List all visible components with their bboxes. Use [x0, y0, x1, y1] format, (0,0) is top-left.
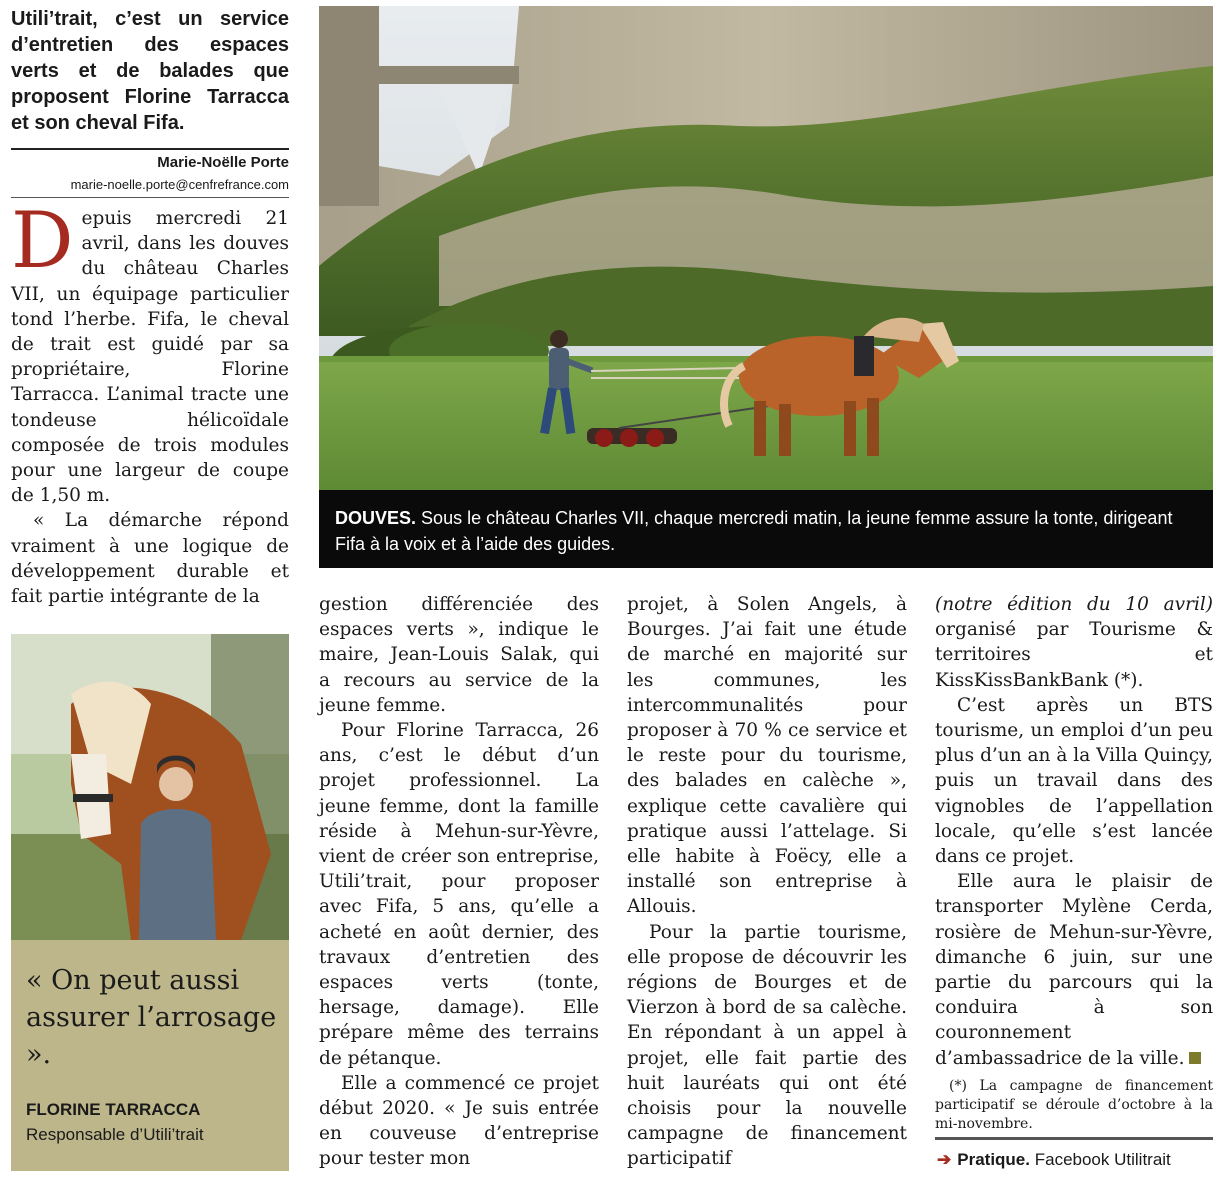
paragraph-text: epuis mercredi 21 avril, dans les douves du château Charles VII, un équipage particulier tond l’herbe. Fifa, le cheval de trait est guidé par sa propriétaire, Florine Tarracca. L’animal tracte une tondeuse hélicoïdale composée de trois modules pour une largeur de coupe de 1,50 m. [11, 208, 289, 507]
paragraph-text: organisé par Tourisme & territoires et KissKissBankBank (*). [935, 619, 1213, 691]
paragraph: Pour Florine Tarracca, 26 ans, c’est le début d’un projet professionnel. La jeune femme, dont la famille réside à Mehun-sur-Yèvre, vient de créer son entreprise, Utili’trait, pour proposer avec Fifa, 5 ans, qu’elle a acheté en août dernier, des travaux d’entretien des espaces verts (tonte, hersage, damage). Elle prépare même des terrains de pétanque. [319, 720, 599, 1069]
pratique-rule [935, 1137, 1213, 1140]
paragraph: Elle a commencé ce projet début 2020. « Je suis entrée en couveuse d’entreprise pour tester mon [319, 1072, 599, 1170]
pratique-label: Pratique. [957, 1150, 1030, 1169]
pratique-text[interactable]: Facebook Utilitrait [1034, 1150, 1171, 1169]
quote-author-role: Responsable d’Utili’trait [26, 1125, 204, 1144]
paragraph [935, 592, 1213, 693]
pull-quote: « On peut aussi assurer l’arrosage ». [26, 965, 277, 1070]
paragraph [11, 196, 289, 508]
byline-rule [11, 148, 289, 150]
paragraph [935, 869, 1213, 1071]
edition-reference: (notre édition du 10 avril) [935, 594, 1213, 615]
caption-label: DOUVES. [335, 508, 417, 528]
paragraph-text: Elle aura le plaisir de transporter Mylène Cerda, rosière de Mehun-sur-Yèvre, dimanche 6 juin, sur une partie du parcours qui la conduira à son couronnement d’ambassadrice de la ville. [935, 871, 1213, 1069]
quote-author-name: FLORINE TARRACCA [26, 1100, 201, 1119]
portrait-photo-woman-horse [11, 634, 289, 940]
main-photo-horse-mowing [319, 6, 1213, 490]
paragraph: gestion différenciée des espaces verts », indique le maire, Jean-Louis Salak, qui a recours au service de la jeune femme. [319, 594, 599, 716]
pratique-info [937, 1150, 1171, 1170]
article-column-2 [319, 592, 599, 1172]
photo-caption [319, 490, 1213, 568]
author-name: Marie-Noëlle Porte [157, 154, 289, 171]
paragraph: Pour la partie tourisme, elle propose de découvrir les régions de Bourges et de Vierzon à bord de sa calèche. En répondant à un appel à projet, elle fait partie des huit lauréats qui ont été choisis pour la nouvelle campagne de financement participatif [627, 921, 907, 1170]
paragraph: C’est après un BTS tourisme, un emploi d’un peu plus d’un an à la Villa Quinçy, puis un travail dans des vignobles de l’appellation locale, qu’elle s’est lancée dans ce projet. [935, 694, 1213, 868]
author-email[interactable]: marie-noelle.porte@cenfrefrance.com [70, 177, 289, 192]
arrow-right-icon: ➔ [937, 1150, 952, 1169]
article-lead: Utili’trait, c’est un service d’entretien des espaces verts et de balades que proposent Florine Tarracca et son cheval Fifa. [11, 8, 289, 134]
article-column-4 [935, 592, 1213, 1134]
pull-quote-box [11, 940, 289, 1171]
end-mark-icon [1189, 1052, 1201, 1064]
paragraph: « La démarche répond vraiment à une logique de développement durable et fait partie intégrante de la [11, 510, 289, 608]
footnote: (*) La campagne de financement participatif se déroule d’octobre à la mi-novembre. [935, 1077, 1213, 1132]
article-column-1 [11, 196, 289, 609]
caption-text: Sous le château Charles VII, chaque mercredi matin, la jeune femme assure la tonte, dirigeant Fifa à la voix et à l’aide des guides. [335, 508, 1173, 554]
paragraph: projet, à Solen Angels, à Bourges. J’ai fait une étude de marché en majorité sur les communes, les intercommunalités pour proposer à 70 % ce service et le reste pour du tourisme, des balades en calèche », explique cette cavalière qui pratique aussi l’attelage. Si elle habite à Foëcy, elle a installé son entreprise à Allouis. [627, 594, 907, 918]
drop-cap: D [11, 196, 74, 286]
article-column-3 [627, 592, 907, 1172]
